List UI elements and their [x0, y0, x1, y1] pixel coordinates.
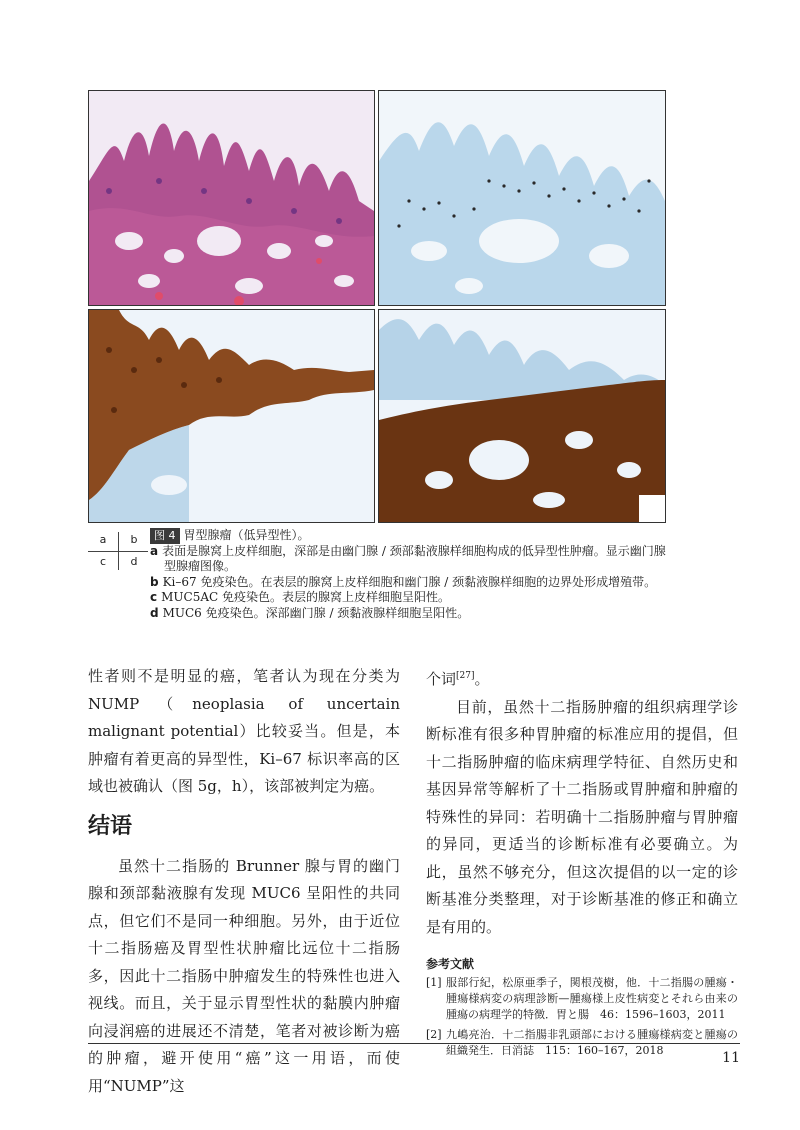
caption-letter: c — [150, 590, 158, 604]
right-column — [426, 663, 738, 1063]
caption-item-a-continued: 型腺瘤图像。 — [164, 559, 237, 573]
section-heading: 结语 — [88, 813, 133, 839]
paragraph: 目前，虽然十二指肠肿瘤的组织病理学诊断标准有很多种胃肿瘤的标准应用的提倡，但十二指肠肿瘤的临床病理学特征、自然历史和基因异常等解析了十二指肠或胃肿瘤和肿瘤的特殊性的异同：若明确十二指肠肿瘤与胃肿瘤的异同，更适当的诊断标准有必要确立。为此，虽然不够充分，但这次提倡的以一定的诊断基准分类整理，对于诊断基准的修正和确立是有用的。 — [426, 697, 738, 936]
key-a: a — [99, 533, 107, 546]
caption-item-a — [150, 544, 670, 560]
muc6-stain-image — [379, 310, 665, 522]
references-list — [426, 975, 738, 1059]
caption-letter: b — [150, 574, 159, 589]
figure-caption — [150, 528, 670, 621]
page-number: 11 — [722, 1050, 740, 1066]
caption-item-b — [150, 575, 670, 591]
reference-number: [2] — [426, 1028, 442, 1041]
paragraph: 性者则不是明显的癌，笔者认为现在分类为 NUMP（neoplasia of uncertain malignant potential）比较妥当。但是，本肿瘤有着更高的异型性，Ki–67 标识率高的区域也被确认（图 5g，h），该部被判定为癌。 — [88, 667, 400, 795]
key-divider-horizontal — [88, 551, 148, 552]
caption-text: MUC6 免疫染色。深部幽门腺 / 颈黏液腺样细胞呈阳性。 — [162, 605, 470, 620]
footer-divider — [88, 1043, 740, 1044]
muc5ac-stain-image — [89, 310, 374, 522]
paragraph-end: 。 — [474, 670, 490, 688]
left-column — [88, 663, 400, 1100]
figure-panel-b-ki67-stain — [378, 90, 666, 306]
caption-letter: a — [150, 543, 159, 558]
figure-4 — [88, 90, 666, 522]
caption-item-d — [150, 606, 670, 622]
caption-item-c — [150, 590, 670, 606]
citation: [27] — [456, 671, 475, 681]
caption-letter: d — [150, 605, 159, 620]
caption-text: 表面是腺窝上皮样细胞，深部是由幽门腺 / 颈部黏液腺样细胞构成的低异型性肿瘤。显示幽门腺 — [162, 543, 666, 558]
he-stain-image — [89, 91, 374, 305]
reference-item — [426, 975, 738, 1023]
figure-panel-key — [88, 530, 148, 572]
reference-number: [1] — [426, 976, 442, 989]
reference-text: 九嶋亮治．十二指腸非乳頭部における腫瘍様病変と腫瘍の組織発生．日消誌 115：160–167，2018 — [446, 1028, 738, 1057]
caption-title: 胃型腺瘤（低异型性）。 — [183, 528, 310, 542]
caption-title-row — [150, 528, 670, 544]
key-c: c — [99, 555, 107, 568]
paragraph-text: 个词 — [426, 670, 457, 688]
key-d: d — [130, 555, 138, 568]
figure-panel-a-he-stain — [88, 90, 375, 306]
caption-text: Ki–67 免疫染色。在表层的腺窝上皮样细胞和幽门腺 / 颈黏液腺样细胞的边界处形成增殖带。 — [162, 574, 657, 589]
key-b: b — [130, 533, 138, 546]
reference-text: 服部行紀，松原亜季子，関根茂樹，他．十二指腸の腫瘍・腫瘍様病変の病理診断—腫瘍様上皮性病変とそれら由来の腫瘍の病理学的特徴．胃と腸 46：1596–1603，2011 — [446, 976, 738, 1021]
figure-panel-d-muc6-stain — [378, 309, 666, 523]
caption-text: MUC5AC 免疫染色。表层的腺窝上皮样细胞呈阳性。 — [161, 590, 451, 604]
figure-panel-c-muc5ac-stain — [88, 309, 375, 523]
ki67-stain-image — [379, 91, 665, 305]
paragraph: 虽然十二指肠的 Brunner 腺与胃的幽门腺和颈部黏液腺有发现 MUC6 呈阳性的共同点，但它们不是同一种细胞。另外，由于近位十二指肠癌及胃型性状肿瘤比远位十二指肠多，因此十二指肠中肿瘤发生的特殊性也进入视线。而且，关于显示胃型性状的黏膜内肿瘤向浸润癌的进展还不清楚，笔者对被诊断为癌的肿瘤，避开使用“癌”这一用语，而使用“NUMP”这 — [88, 856, 400, 1095]
figure-label: 图 4 — [150, 528, 180, 544]
paragraph — [426, 663, 738, 694]
references-heading: 参考文献 — [426, 957, 475, 971]
